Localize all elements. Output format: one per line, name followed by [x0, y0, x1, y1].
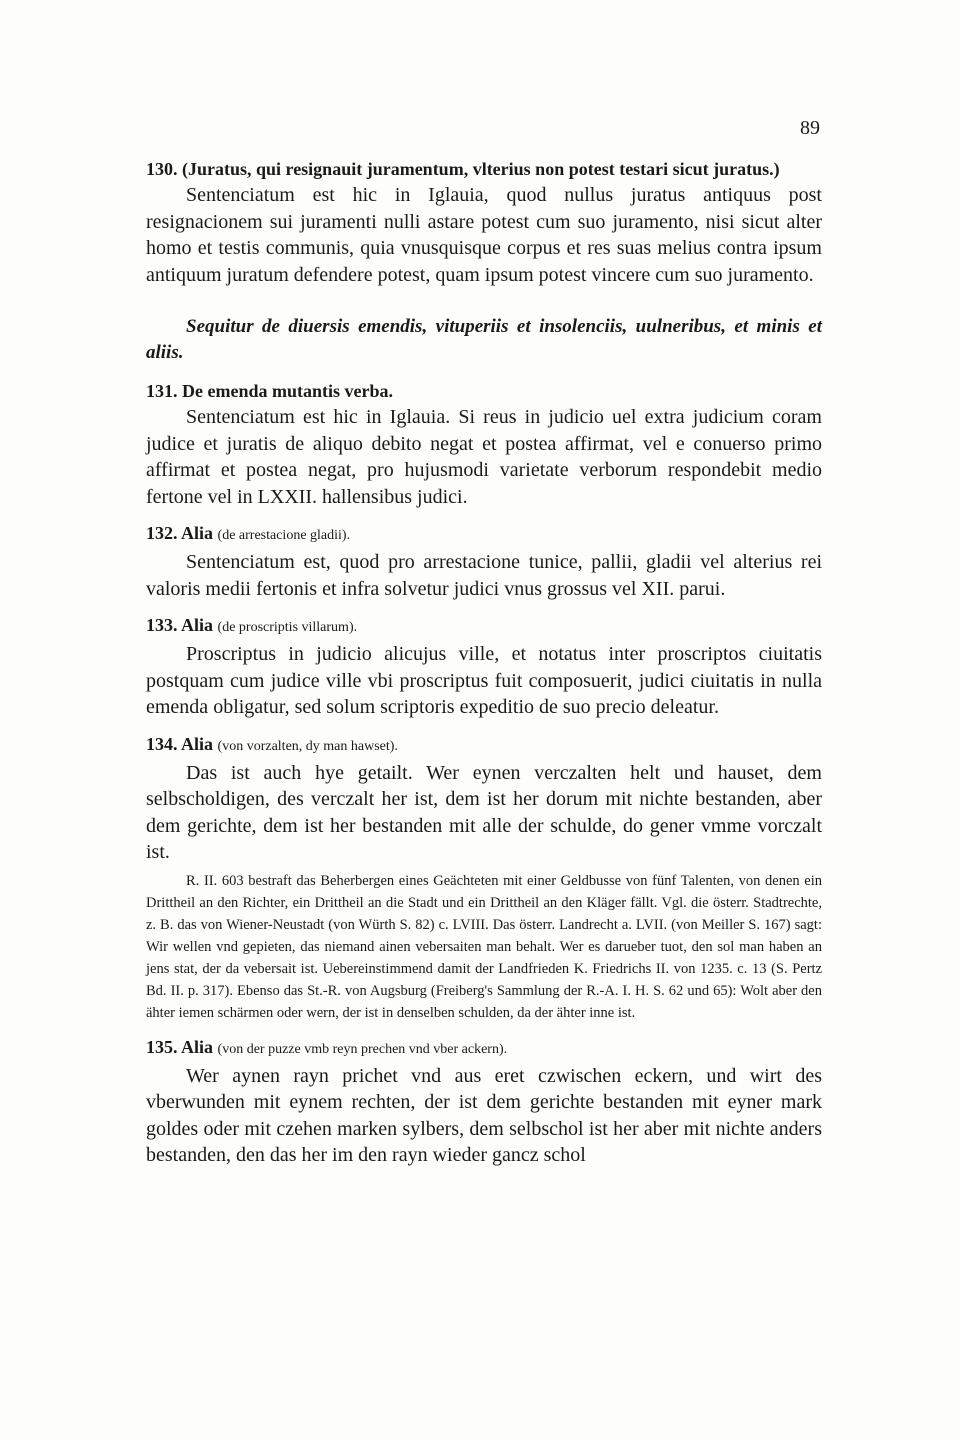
entry-130: [146, 158, 822, 288]
entry-heading: [146, 522, 822, 547]
entry-text: Sentenciatum est, quod pro arrestacione tunice, pallii, gladii vel alterius rei valoris medii fertonis et infra solvetur judici vnus grossus vel XII. parui.: [146, 551, 822, 600]
editorial-note: R. II. 603 bestraft das Beherbergen eines Geächteten mit einer Geldbusse von fünf Talenten, von denen ein Drittheil an den Richter, ein Drittheil an die Stadt und ein Drittheil an den Kläger fällt. Vgl. die österr. Stadtrechte, z. B. das von Wiener-Neustadt (von Würth S. 82) c. LVIII. Das österr. Landrecht a. LVII. (von Meiller S. 167) sagt: Wir wellen vnd gepieten, das niemand ainen vebersaiten man behalt. Wer es darueber tuot, den sol man haben an jens stat, der da vebersait ist. Uebereinstimmend damit der Landfrieden K. Friedrichs II. von 1235. c. 13 (S. Pertz Bd. II. p. 317). Ebenso das St.-R. von Augsburg (Freiberg's Sammlung der R.-A. I. H. S. 62 und 65): Wolt aber den ähter iemen schärmen oder wern, der ist in denselben schulden, da der ähter inne ist.: [146, 872, 822, 1021]
entry-heading: [146, 158, 822, 180]
entry-heading: [146, 1036, 822, 1061]
entry-number: 130.: [146, 159, 178, 179]
entry-title: Alia: [181, 733, 214, 754]
entry-text: Proscriptus in judicio alicujus ville, et notatus inter proscriptos ciuitatis postquam cum judice ville vbi proscriptus fuit composuerit, judici ciuitatis in nulla emenda obligatur, sed solum scriptoris expeditio de suo precio deleatur.: [146, 643, 822, 718]
entry-text: Sentenciatum est hic in Iglauia. Si reus in judicio uel extra judicium coram judice et juratis de aliquo debito negat et postea affirmat, vel e conuerso primo affirmat et postea negat, pro hujusmodi varietate verborum respondebit medio fertone vel in LXXII. hallensibus judici.: [146, 406, 822, 508]
entry-title: De emenda mutantis verba.: [182, 381, 393, 401]
entry-number: 135.: [146, 1036, 178, 1057]
entry-135: [146, 1036, 822, 1169]
section-title: Sequitur de diuersis emendis, vituperiis et insolenciis, uulneribus, et minis et aliis.: [146, 316, 822, 363]
entry-132: [146, 522, 822, 602]
entry-heading: [146, 733, 822, 758]
entry-subtitle: (von der puzze vmb reyn prechen vnd vber ackern).: [217, 1041, 508, 1057]
entry-text: Das ist auch hye getailt. Wer eynen verczalten helt und hauset, dem selbscholdigen, des verczalt her ist, dem ist her dorum mit nichte bestanden, aber dem gerichte, dem ist her bestanden mit alle der schulde, do gener vmme vorczalt ist.: [146, 761, 822, 863]
entry-number: 134.: [146, 733, 178, 754]
entry-number: 133.: [146, 615, 178, 635]
entry-subtitle: (de arrestacione gladii).: [217, 528, 351, 543]
entry-title: Alia: [181, 1036, 214, 1057]
entry-heading: [146, 380, 822, 402]
entry-subtitle: (de proscriptis villarum).: [217, 620, 358, 635]
entry-subtitle: (von vorzalten, dy man hawset).: [217, 738, 398, 754]
entry-number: 132.: [146, 523, 178, 543]
page-number: 89: [800, 117, 820, 139]
entry-131: [146, 380, 822, 510]
entry-text: Wer aynen rayn prichet vnd aus eret czwischen eckern, und wirt des vberwunden mit eynem rechten, der ist dem gerichte bestanden mit eyner mark goldes oder mit czehen marken sylbers, dem selbschol ist her aber mit nichte anders bestanden, den das her im den rayn wieder gancz schol: [146, 1064, 822, 1166]
entry-title: Alia: [181, 523, 214, 543]
entry-title: Alia: [181, 615, 214, 635]
page-body: [146, 158, 822, 1169]
entry-title: (Juratus, qui resignauit juramentum, vlterius non potest testari sicut juratus.): [182, 159, 780, 179]
entry-number: 131.: [146, 381, 178, 401]
entry-134: [146, 733, 822, 1024]
entry-text: Sentenciatum est hic in Iglauia, quod nullus juratus antiquus post resignacionem sui juramenti nulli astare potest cum suo juramento, nisi sicut alter homo et testis communis, quia vnusquisque corpus et res suas melius contra ipsum antiquum juratum defendere potest, quam ipsum potest vincere cum suo juramento.: [146, 184, 822, 286]
entry-heading: [146, 614, 822, 639]
entry-133: [146, 614, 822, 721]
